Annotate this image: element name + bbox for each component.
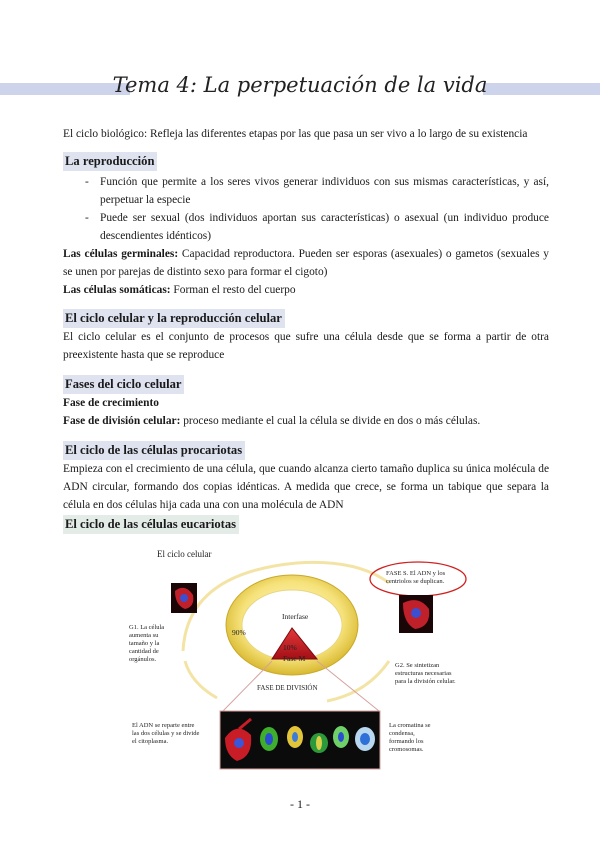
cycle-arrow-right bbox=[327, 661, 389, 701]
bullet-text: Función que permite a los seres vivos generar individuos con sus mismas características, y así, perpetuar la especie bbox=[100, 176, 549, 206]
ciclo-text: El ciclo celular es el conjunto de procesos que sufre una célula desde que se forma a partir de otra preexistente hasta que se reproduce bbox=[63, 331, 549, 361]
page-number: - 1 - bbox=[290, 797, 310, 811]
adn-reparte-label: El ADN se reparte entre las dos células y se divide el citoplasma. bbox=[132, 722, 200, 745]
heading-procariotas: El ciclo de las células procariotas bbox=[63, 441, 245, 460]
interfase-percent: 90% bbox=[232, 628, 246, 637]
procariotas-text: Empieza con el crecimiento de una célula, que cuando alcanza cierto tamaño duplica su única molécula de ADN circular, formando dos copias idénticas. A medida que crece, se forma un tabique que separa la célula en dos células hija cada una con una molécula de ADN bbox=[63, 463, 549, 511]
intro-text: El ciclo biológico: Refleja las diferentes etapas por las que pasa un ser vivo a lo largo de su existencia bbox=[63, 128, 528, 140]
fase-division-paragraph bbox=[63, 412, 549, 430]
page-title: Tema 4: La perpetuación de la vida bbox=[112, 73, 488, 97]
fase-m-percent: 10% bbox=[283, 643, 297, 652]
fase-s-label: FASE S. El ADN y los centriolos se duplican. bbox=[386, 570, 446, 585]
interfase-label: Interfase bbox=[282, 612, 309, 621]
germinales-text: Capacidad reproductora. Pueden ser esporas (asexuales) o gametos (sexuales y se unen por parejas de distinto sexo para formar el cigoto) bbox=[63, 248, 549, 278]
somaticas-text: Forman el resto del cuerpo bbox=[170, 284, 296, 296]
fase-s-nucleus bbox=[411, 608, 421, 618]
fase-crecimiento: Fase de crecimiento bbox=[63, 397, 159, 409]
germinales-term: Las células germinales: bbox=[63, 248, 179, 260]
cromatina-label: La cromatina se condensa, formando los cromosomas. bbox=[389, 722, 431, 753]
fase-m-label: Fase M bbox=[283, 654, 306, 663]
g1-nucleus bbox=[180, 594, 188, 602]
somaticas-term: Las células somáticas: bbox=[63, 284, 171, 296]
g1-label: G1. La célula aumenta su tamaño y la cantidad de orgánulos. bbox=[129, 624, 165, 663]
cycle-arrow-left bbox=[185, 661, 217, 698]
bullet-text: Puede ser sexual (dos individuos aportan sus características) o asexual (un individuo produce descendientes idénticos) bbox=[100, 212, 549, 242]
callout-line-right bbox=[317, 661, 379, 711]
germinales-paragraph bbox=[63, 245, 549, 281]
figure-title: El ciclo celular bbox=[157, 549, 212, 559]
fase-division-label: FASE DE DIVISIÓN bbox=[257, 684, 318, 692]
heading-fases: Fases del ciclo celular bbox=[63, 375, 184, 394]
heading-ciclo-celular: El ciclo celular y la reproducción celular bbox=[63, 309, 285, 328]
fase-division-term: Fase de división celular: bbox=[63, 415, 181, 427]
cell-cycle-figure bbox=[127, 543, 507, 773]
heading-eucariotas: El ciclo de las células eucariotas bbox=[63, 515, 239, 534]
g2-label: G2. Se sintetizan estructuras necesarias para la división celular. bbox=[395, 662, 456, 685]
somaticas-paragraph bbox=[63, 281, 549, 299]
fase-division-text: proceso mediante el cual la célula se divide en dos o más células. bbox=[180, 415, 481, 427]
heading-reproduccion: La reproducción bbox=[63, 152, 157, 171]
